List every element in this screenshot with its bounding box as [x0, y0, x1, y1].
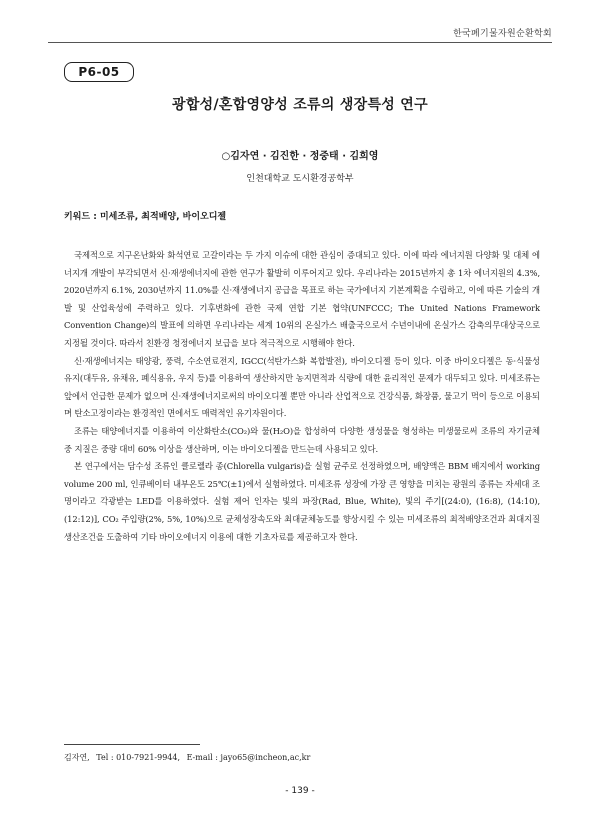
header-divider	[48, 42, 552, 43]
footnote-divider	[64, 744, 200, 745]
body-paragraph-2: 신·재생에너지는 태양광, 풍력, 수소연료전지, IGCC(석탄가스화 복합발전), 바이오디젤 등이 있다. 이중 바이오디젤은 동·식물성 유지(대두유, 유채유, 폐식용유, 우지 등)를 이용하여 생산하지만 농지면적과 식량에 대한 윤리적인 문제가 대두되고 있다. 미세조류는 앞에서 언급한 문제가 없으며 신·재생에너지로써의 바이오디젤 뿐만 아니라 산업적으로 건강식품, 화장품, 물고기 먹이 등으로 이용되며 탄소고정이라는 환경적인 면에서도 매력적인 유기자원이다.	[64, 355, 540, 419]
footnote-phone: Tel : 010-7921-9944,	[96, 753, 181, 762]
page-number: - 139 -	[285, 786, 315, 796]
keywords-line	[64, 209, 226, 222]
contact-footnote	[64, 752, 314, 763]
footnote-author: 김자연,	[64, 753, 90, 762]
paper-authors: ○김자연 · 김진한 · 정중태 · 김희영	[221, 151, 379, 162]
body-paragraph-4: 본 연구에서는 담수성 조류인 클로렐라 종(Chlorella vulgaris)을 실험 균주로 선정하였으며, 배양액은 BBM 배지에서 working volume 200 ml, 인큐베이터 내부온도 25℃(±1)에서 실험하였다. 미세조류 성장에 가장 큰 영향을 미치는 광원의 종류는 자세대 조명이라고 각광받는 LED를 이용하였다. 실험 제어 인자는 빛의 파장(Rad, Blue, White), 빛의 주기[(24:0), (16:8), (14:10), (12:12)], CO₂ 주입량(2%, 5%, 10%)으로 균체성장속도와 최대균체농도를 향상시킬 수 있는 미세조류의 최적배양조건과 최대지질 생산조건을 도출하여 기타 바이오에너지 이용에 대한 기초자료를 제공하고자 한다.	[64, 461, 540, 542]
footnote-email: E-mail : jayo65@incheon,ac,kr	[186, 753, 311, 762]
body-paragraph-1: 국제적으로 지구온난화와 화석연료 고갈이라는 두 가지 이슈에 대한 관심이 증대되고 있다. 이에 따라 에너지원 다양화 및 대체 에너지개 개발이 부각되면서 신·재생에너지에 관한 연구가 활발히 이루어지고 있다. 우리나라는 2015년까지 총 1차 에너지원의 4.3%, 2020년까지 6.1%, 2030년까지 11.0%를 신·재생에너지 공급을 목표로 하는 국가에너지 기본계획을 수립하고, 이에 따른 기술의 개발 및 산업육성에 주력하고 있다. 기후변화에 관한 국제 연합 기본 협약(UNFCCC; The United Nations Framework Convention Change)의 발표에 의하면 우리나라는 세계 10위의 온실가스 배출국으로서 수년이내에 온실가스 감축의무대상국으로 지정될 것이다. 따라서 친환경 청정에너지 보급을 보다 적극적으로 시행해야 한다.	[64, 250, 540, 348]
paper-title: 광합성/혼합영양성 조류의 생장특성 연구	[172, 97, 428, 113]
body-paragraph-3: 조류는 태양에너지를 이용하여 이산화탄소(CO₂)와 물(H₂O)을 합성하여 다양한 생성물을 형성하는 미생물로써 조류의 자기균체 중 지질은 중량 대비 60% 이상을 생산하며, 이는 바이오디젤을 만드는데 사용되고 있다.	[64, 425, 540, 454]
paper-code-badge: P6-05	[64, 62, 134, 82]
journal-organization: 한국폐기물자원순환학회	[453, 29, 552, 39]
keywords-value: 미세조류, 최적배양, 바이오디젤	[99, 212, 227, 222]
abstract-body	[64, 247, 540, 546]
paper-affiliation: 인천대학교 도시환경공학부	[246, 174, 354, 184]
keywords-label: 키워드 :	[64, 212, 97, 222]
